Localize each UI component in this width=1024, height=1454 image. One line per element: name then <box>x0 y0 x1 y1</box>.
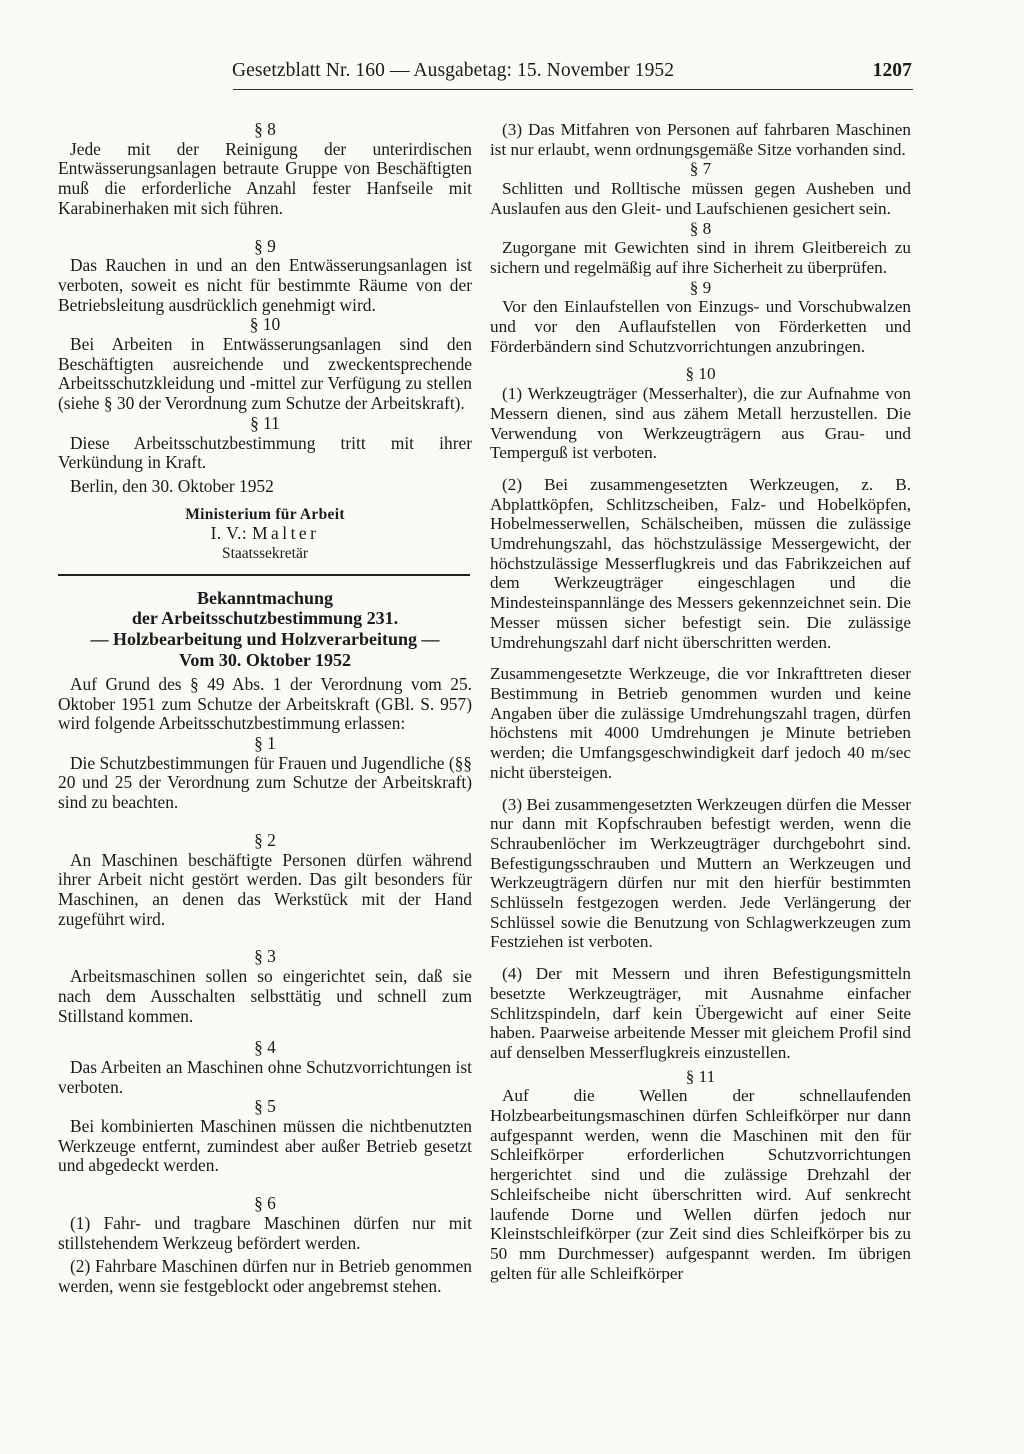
section-heading: § 10 <box>249 314 281 335</box>
right-column <box>490 120 911 1283</box>
section-text: (3) Das Mitfahren von Personen auf fahrbaren Maschinen ist nur erlaubt, wenn ordnungsgemäße Sitze vorhanden sind. <box>490 120 911 159</box>
signer-prefix: I. V.: <box>210 523 253 544</box>
notice-title: Bekanntmachung <box>196 587 334 608</box>
notice-title: — Holzbearbeitung und Holzverarbeitung — <box>90 628 440 649</box>
section-heading: § 3 <box>254 946 276 967</box>
section-text: Die Schutzbestimmungen für Frauen und Jugendliche (§§ 20 und 25 der Verordnung zum Schutze der Arbeitskraft) sind zu beachten. <box>58 752 472 813</box>
section-heading: § 8 <box>254 119 276 139</box>
section-text: (2) Bei zusammengesetzten Werkzeugen, z. B. Abplattköpfen, Schlitzscheiben, Falz- und Hobelköpfen, Hobelmesserwellen, Schälscheiben, müssen die zulässige Umdrehungszahl, das höchstzulässige Messergewicht, der höchstzulässige Messerflugkreis und das Fabrikzeichen auf dem Werkzeugträger eingeschlagen und die Mindesteinspannlänge des Messers gekennzeichnet sein. Die Messer müssen sicher befestigt sein. Die zulässige Umdrehungszahl darf nicht überschritten werden. <box>490 474 911 652</box>
section-heading: § 4 <box>254 1037 276 1058</box>
section-text: Bei Arbeiten in Entwässerungsanlagen sind den Beschäftigten ausreichende und zweckentsprechende Arbeitsschutzkleidung und -mittel zur Verfügung zu stellen (siehe § 30 der Verordnung zum Schutze der Arbeitskraft). <box>58 334 472 414</box>
signature-line <box>58 524 472 544</box>
section-heading: § 9 <box>254 235 276 256</box>
section-text: (1) Werkzeugträger (Messerhalter), die zur Aufnahme von Messern dienen, sind aus zähem Metall herzustellen. Die Verwendung von Werkzeugträgern aus Grau- und Temperguß ist verboten. <box>490 384 911 463</box>
section-text: Vor den Einlaufstellen von Einzugs- und Vorschubwalzen und vor den Auflaufstellen von Förderketten und Förderbändern sind Schutzvorrichtungen anzubringen. <box>490 297 911 356</box>
section-heading: § 9 <box>689 277 712 297</box>
section-text: (3) Bei zusammengesetzten Werkzeugen dürfen die Messer nur dann mit Kopfschrauben befestigt werden, wenn die Schraubenlöcher im Werkzeugträger durchgebohrt sind. Befestigungsschrauben und Muttern an Werkzeugen und Werkzeugträgern dürfen nur mit den hierfür bestimmten Schlüsseln festgezogen werden. Jede Verlängerung der Schlüssel sowie die Benutzung von Schlagwerkzeugen zum Festziehen ist verboten. <box>490 794 911 952</box>
section-text: Zugorgane mit Gewichten sind in ihrem Gleitbereich zu sichern und regelmäßig auf ihre Sicherheit zu überprüfen. <box>490 238 911 277</box>
section-text: Das Rauchen in und an den Entwässerungsanlagen ist verboten, soweit es nicht für bestimmte Räume von der Betriebsleitung ausdrücklich genehmigt wird. <box>58 255 472 315</box>
section-text: Diese Arbeitsschutzbestimmung tritt mit ihrer Verkündung in Kraft. <box>58 432 472 473</box>
section-heading: § 8 <box>689 218 712 238</box>
section-text: Jede mit der Reinigung der unterirdischen Entwässerungsanlagen betraute Gruppe von Beschäftigten muß die erforderliche Anzahl fester Hanfseile mit Karabinerhaken mit sich führen. <box>58 138 472 218</box>
section-text: Das Arbeiten an Maschinen ohne Schutzvorrichtungen ist verboten. <box>58 1056 472 1097</box>
page-header <box>232 60 912 90</box>
signer-name: Malter <box>252 523 320 544</box>
notice-title: der Arbeitsschutzbestimmung 231. <box>131 608 399 629</box>
ministry-name: Ministerium für Arbeit <box>185 505 345 523</box>
section-heading: § 11 <box>685 1066 716 1086</box>
section-heading: § 5 <box>254 1096 276 1117</box>
section-heading: § 2 <box>254 829 276 850</box>
section-heading: § 11 <box>250 412 280 433</box>
section-text: (1) Fahr- und tragbare Maschinen dürfen nur mit stillstehendem Werkzeug befördert werden. <box>58 1212 472 1253</box>
section-text: Arbeitsmaschinen sollen so eingerichtet sein, daß sie nach dem Ausschalten selbsttätig und schnell zum Stillstand kommen. <box>58 966 472 1026</box>
section-text: Zusammengesetzte Werkzeuge, die vor Inkrafttreten dieser Bestimmung in Betrieb genommen wurden und keine Angaben über die zulässige Umdrehungszahl tragen, dürfen höchstens mit 4000 Umdrehungen je Minute betrieben werden; die Umfangsgeschwindigkeit darf jedoch 40 m/sec nicht übersteigen. <box>490 664 911 782</box>
signer-role: Staatssekretär <box>221 545 309 563</box>
notice-date: Vom 30. Oktober 1952 <box>178 650 351 671</box>
page-number: 1207 <box>872 60 912 81</box>
section-divider <box>58 574 470 576</box>
place-date: Berlin, den 30. Oktober 1952 <box>70 475 274 496</box>
section-text: (4) Der mit Messern und ihren Befestigungsmitteln besetzte Werkzeugträger, mit Ausnahme einfacher Schlitzspindeln, darf kein Übergewicht auf einer Seite haben. Paarweise arbeitende Messer mit gleichem Profil sind auf denselben Messerflugkreis einzustellen. <box>490 964 911 1062</box>
section-heading: § 6 <box>254 1193 276 1214</box>
section-text: An Maschinen beschäftigte Personen dürfen während ihrer Arbeit nicht gestört werden. Das gilt besonders für Maschinen, an denen das Werkstück mit der Hand zugeführt wird. <box>58 849 472 929</box>
section-text: Schlitten und Rolltische müssen gegen Ausheben und Auslaufen aus den Gleit- und Laufschienen gesichert sein. <box>490 179 911 218</box>
gazette-title: Gesetzblatt Nr. 160 — Ausgabetag: 15. November 1952 <box>232 60 675 81</box>
intro-text: Auf Grund des § 49 Abs. 1 der Verordnung vom 25. Oktober 1951 zum Schutze der Arbeitskraft (GBl. S. 957) wird folgende Arbeitsschutzbestimmung erlassen: <box>58 673 472 734</box>
section-heading: § 1 <box>254 733 276 754</box>
section-text: Auf die Wellen der schnellaufenden Holzbearbeitungsmaschinen dürfen Schleifkörper nur dann aufgespannt werden, wenn die Maschinen mit den für Schleifkörper erforderlichen Schutzvorrichtungen hergerichtet sind und die zulässige Drehzahl der Schleifscheibe nicht überschritten wird. Auf senkrecht laufende Dorne und Wellen dürfen jedoch nur Kleinstschleifkörper (zur Zeit sind dies Schleifkörper bis zu 50 mm Durchmesser) aufgespannt werden. Im übrigen gelten für alle Schleifkörper <box>490 1086 911 1283</box>
header-rule <box>233 89 913 90</box>
section-text: (2) Fahrbare Maschinen dürfen nur in Betrieb genommen werden, wenn sie festgeblockt oder angebremst stehen. <box>58 1256 472 1296</box>
section-heading: § 7 <box>689 159 712 179</box>
section-heading: § 10 <box>685 364 716 384</box>
section-text: Bei kombinierten Maschinen müssen die nichtbenutzten Werkzeuge entfernt, zumindest aber außer Betrieb gesetzt und abgedeckt werden. <box>58 1116 472 1176</box>
left-column <box>58 120 472 1297</box>
